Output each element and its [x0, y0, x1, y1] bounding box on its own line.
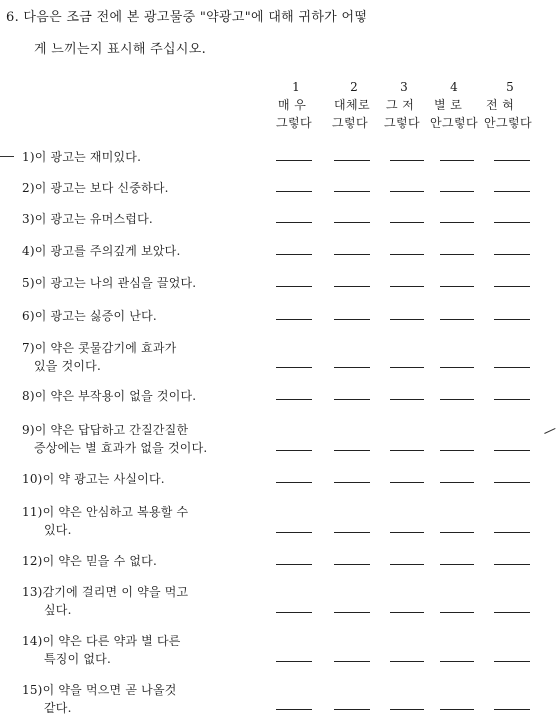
answer-blank-5-5[interactable] — [494, 286, 530, 287]
survey-item-8 — [22, 387, 196, 405]
item-text: 감기에 걸리면 이 약을 먹고 — [42, 585, 189, 599]
answer-blank-1-1[interactable] — [276, 160, 312, 161]
answer-blank-2-2[interactable] — [334, 191, 370, 192]
margin-tick — [0, 156, 14, 157]
scale-top-label-2: 대체로 — [334, 98, 370, 112]
item-text: 이 약을 먹으면 곧 나올것 — [42, 683, 177, 697]
answer-blank-10-5[interactable] — [494, 482, 530, 483]
answer-blank-5-4[interactable] — [440, 286, 474, 287]
survey-item-14 — [22, 632, 181, 668]
answer-blank-6-1[interactable] — [276, 319, 312, 320]
answer-blank-4-1[interactable] — [276, 254, 312, 255]
answer-blank-14-3[interactable] — [390, 661, 424, 662]
survey-item-12 — [22, 552, 157, 570]
answer-blank-11-1[interactable] — [276, 532, 312, 533]
answer-blank-7-4[interactable] — [440, 367, 474, 368]
answer-blank-1-3[interactable] — [390, 160, 424, 161]
scale-top-label-5: 전 혀 — [486, 98, 515, 112]
item-number: 5) — [22, 276, 35, 290]
item-text: 이 약은 믿을 수 없다. — [42, 554, 157, 568]
answer-blank-1-2[interactable] — [334, 160, 370, 161]
item-number: 6) — [22, 309, 35, 323]
answer-blank-15-1[interactable] — [276, 709, 312, 710]
answer-blank-12-4[interactable] — [440, 564, 474, 565]
answer-blank-7-1[interactable] — [276, 367, 312, 368]
answer-blank-12-5[interactable] — [494, 564, 530, 565]
item-text-cont: 있을 것이다. — [34, 359, 101, 373]
answer-blank-8-5[interactable] — [494, 399, 530, 400]
survey-item-11 — [22, 503, 188, 539]
survey-item-1 — [22, 148, 141, 166]
scale-bottom-label-5: 안그렇다 — [484, 116, 532, 130]
answer-blank-15-2[interactable] — [334, 709, 370, 710]
answer-blank-2-1[interactable] — [276, 191, 312, 192]
answer-blank-15-3[interactable] — [390, 709, 424, 710]
answer-blank-8-2[interactable] — [334, 399, 370, 400]
scale-top-label-4: 별 로 — [434, 98, 463, 112]
item-text: 이 광고는 유머스럽다. — [34, 212, 153, 226]
item-number: 11) — [22, 505, 43, 519]
survey-item-6 — [22, 307, 157, 325]
answer-blank-15-5[interactable] — [494, 709, 530, 710]
answer-blank-11-3[interactable] — [390, 532, 424, 533]
answer-blank-8-4[interactable] — [440, 399, 474, 400]
answer-blank-2-4[interactable] — [440, 191, 474, 192]
scale-number-5: 5 — [506, 80, 514, 94]
item-number: 14) — [22, 634, 43, 648]
item-text: 이 약은 안심하고 복용할 수 — [42, 505, 189, 519]
item-text: 이 약은 콧물감기에 효과가 — [34, 341, 177, 355]
answer-blank-6-5[interactable] — [494, 319, 530, 320]
answer-blank-8-3[interactable] — [390, 399, 424, 400]
answer-blank-2-3[interactable] — [390, 191, 424, 192]
answer-blank-9-4[interactable] — [440, 450, 474, 451]
survey-item-13 — [22, 583, 188, 619]
answer-blank-1-4[interactable] — [440, 160, 474, 161]
answer-blank-12-3[interactable] — [390, 564, 424, 565]
item-number: 3) — [22, 212, 35, 226]
question-title-line2: 게 느끼는지 표시해 주십시오. — [34, 42, 207, 57]
answer-blank-15-4[interactable] — [440, 709, 474, 710]
answer-blank-9-1[interactable] — [276, 450, 312, 451]
answer-blank-12-2[interactable] — [334, 564, 370, 565]
item-number: 10) — [22, 472, 43, 486]
answer-blank-13-2[interactable] — [334, 612, 370, 613]
answer-blank-10-4[interactable] — [440, 482, 474, 483]
survey-item-15 — [22, 681, 177, 717]
item-number: 13) — [22, 585, 43, 599]
item-text-cont: 특징이 없다. — [44, 652, 111, 666]
answer-blank-11-2[interactable] — [334, 532, 370, 533]
answer-blank-5-2[interactable] — [334, 286, 370, 287]
answer-blank-6-2[interactable] — [334, 319, 370, 320]
item-text: 이 광고는 나의 관심을 끌었다. — [34, 276, 197, 290]
item-number: 7) — [22, 341, 35, 355]
item-text: 이 광고를 주의깊게 보았다. — [34, 244, 181, 258]
scale-bottom-label-4: 안그렇다 — [430, 116, 478, 130]
answer-blank-3-5[interactable] — [494, 222, 530, 223]
answer-blank-9-3[interactable] — [390, 450, 424, 451]
item-number: 4) — [22, 244, 35, 258]
scale-number-1: 1 — [292, 80, 300, 94]
survey-item-4 — [22, 242, 181, 260]
item-text-cont: 싶다. — [44, 603, 72, 617]
answer-blank-13-3[interactable] — [390, 612, 424, 613]
answer-blank-6-3[interactable] — [390, 319, 424, 320]
survey-item-5 — [22, 274, 196, 292]
scale-top-label-3: 그 저 — [386, 98, 415, 112]
scale-top-label-1: 매 우 — [278, 98, 307, 112]
answer-blank-10-1[interactable] — [276, 482, 312, 483]
answer-blank-3-1[interactable] — [276, 222, 312, 223]
answer-blank-5-1[interactable] — [276, 286, 312, 287]
answer-blank-9-2[interactable] — [334, 450, 370, 451]
item-text: 이 광고는 보다 신중하다. — [34, 181, 169, 195]
answer-blank-7-2[interactable] — [334, 367, 370, 368]
item-number: 1) — [22, 150, 35, 164]
answer-blank-11-4[interactable] — [440, 532, 474, 533]
scale-bottom-label-1: 그렇다 — [276, 116, 312, 130]
answer-blank-14-2[interactable] — [334, 661, 370, 662]
item-text-cont: 있다. — [44, 523, 72, 537]
answer-blank-10-3[interactable] — [390, 482, 424, 483]
item-text: 이 약은 다른 약과 별 다른 — [42, 634, 181, 648]
item-text-cont: 증상에는 별 효과가 없을 것이다. — [34, 441, 208, 455]
item-text: 이 약 광고는 사실이다. — [42, 472, 165, 486]
answer-blank-13-1[interactable] — [276, 612, 312, 613]
item-number: 2) — [22, 181, 35, 195]
answer-blank-5-3[interactable] — [390, 286, 424, 287]
answer-blank-10-2[interactable] — [334, 482, 370, 483]
answer-blank-7-3[interactable] — [390, 367, 424, 368]
answer-blank-13-5[interactable] — [494, 612, 530, 613]
answer-blank-14-1[interactable] — [276, 661, 312, 662]
answer-blank-12-1[interactable] — [276, 564, 312, 565]
scale-number-2: 2 — [350, 80, 358, 94]
answer-blank-14-5[interactable] — [494, 661, 530, 662]
item-text: 이 약은 부작용이 없을 것이다. — [34, 389, 197, 403]
answer-blank-3-4[interactable] — [440, 222, 474, 223]
answer-blank-1-5[interactable] — [494, 160, 530, 161]
scan-edge-mark — [544, 428, 560, 443]
answer-blank-7-5[interactable] — [494, 367, 530, 368]
answer-blank-14-4[interactable] — [440, 661, 474, 662]
answer-blank-6-4[interactable] — [440, 319, 474, 320]
answer-blank-11-5[interactable] — [494, 532, 530, 533]
question-title-line1: 6. 다음은 조금 전에 본 광고물중 "약광고"에 대해 귀하가 어떻 — [6, 10, 368, 25]
item-text-cont: 같다. — [44, 701, 72, 715]
survey-item-2 — [22, 179, 169, 197]
scale-number-3: 3 — [400, 80, 408, 94]
item-number: 8) — [22, 389, 35, 403]
survey-item-7 — [22, 339, 176, 375]
item-number: 12) — [22, 554, 43, 568]
answer-blank-3-3[interactable] — [390, 222, 424, 223]
answer-blank-3-2[interactable] — [334, 222, 370, 223]
survey-item-9 — [22, 421, 207, 457]
answer-blank-4-5[interactable] — [494, 254, 530, 255]
answer-blank-4-4[interactable] — [440, 254, 474, 255]
scale-bottom-label-2: 그렇다 — [332, 116, 368, 130]
item-number: 9) — [22, 423, 35, 437]
scale-bottom-label-3: 그렇다 — [384, 116, 420, 130]
item-text: 이 광고는 재미있다. — [34, 150, 142, 164]
answer-blank-4-2[interactable] — [334, 254, 370, 255]
survey-item-10 — [22, 470, 165, 488]
answer-blank-2-5[interactable] — [494, 191, 530, 192]
answer-blank-13-4[interactable] — [440, 612, 474, 613]
answer-blank-4-3[interactable] — [390, 254, 424, 255]
item-text: 이 광고는 싫증이 난다. — [34, 309, 157, 323]
scale-number-4: 4 — [450, 80, 458, 94]
survey-item-3 — [22, 210, 153, 228]
item-number: 15) — [22, 683, 43, 697]
answer-blank-8-1[interactable] — [276, 399, 312, 400]
answer-blank-9-5[interactable] — [494, 450, 530, 451]
item-text: 이 약은 답답하고 간질간질한 — [34, 423, 189, 437]
